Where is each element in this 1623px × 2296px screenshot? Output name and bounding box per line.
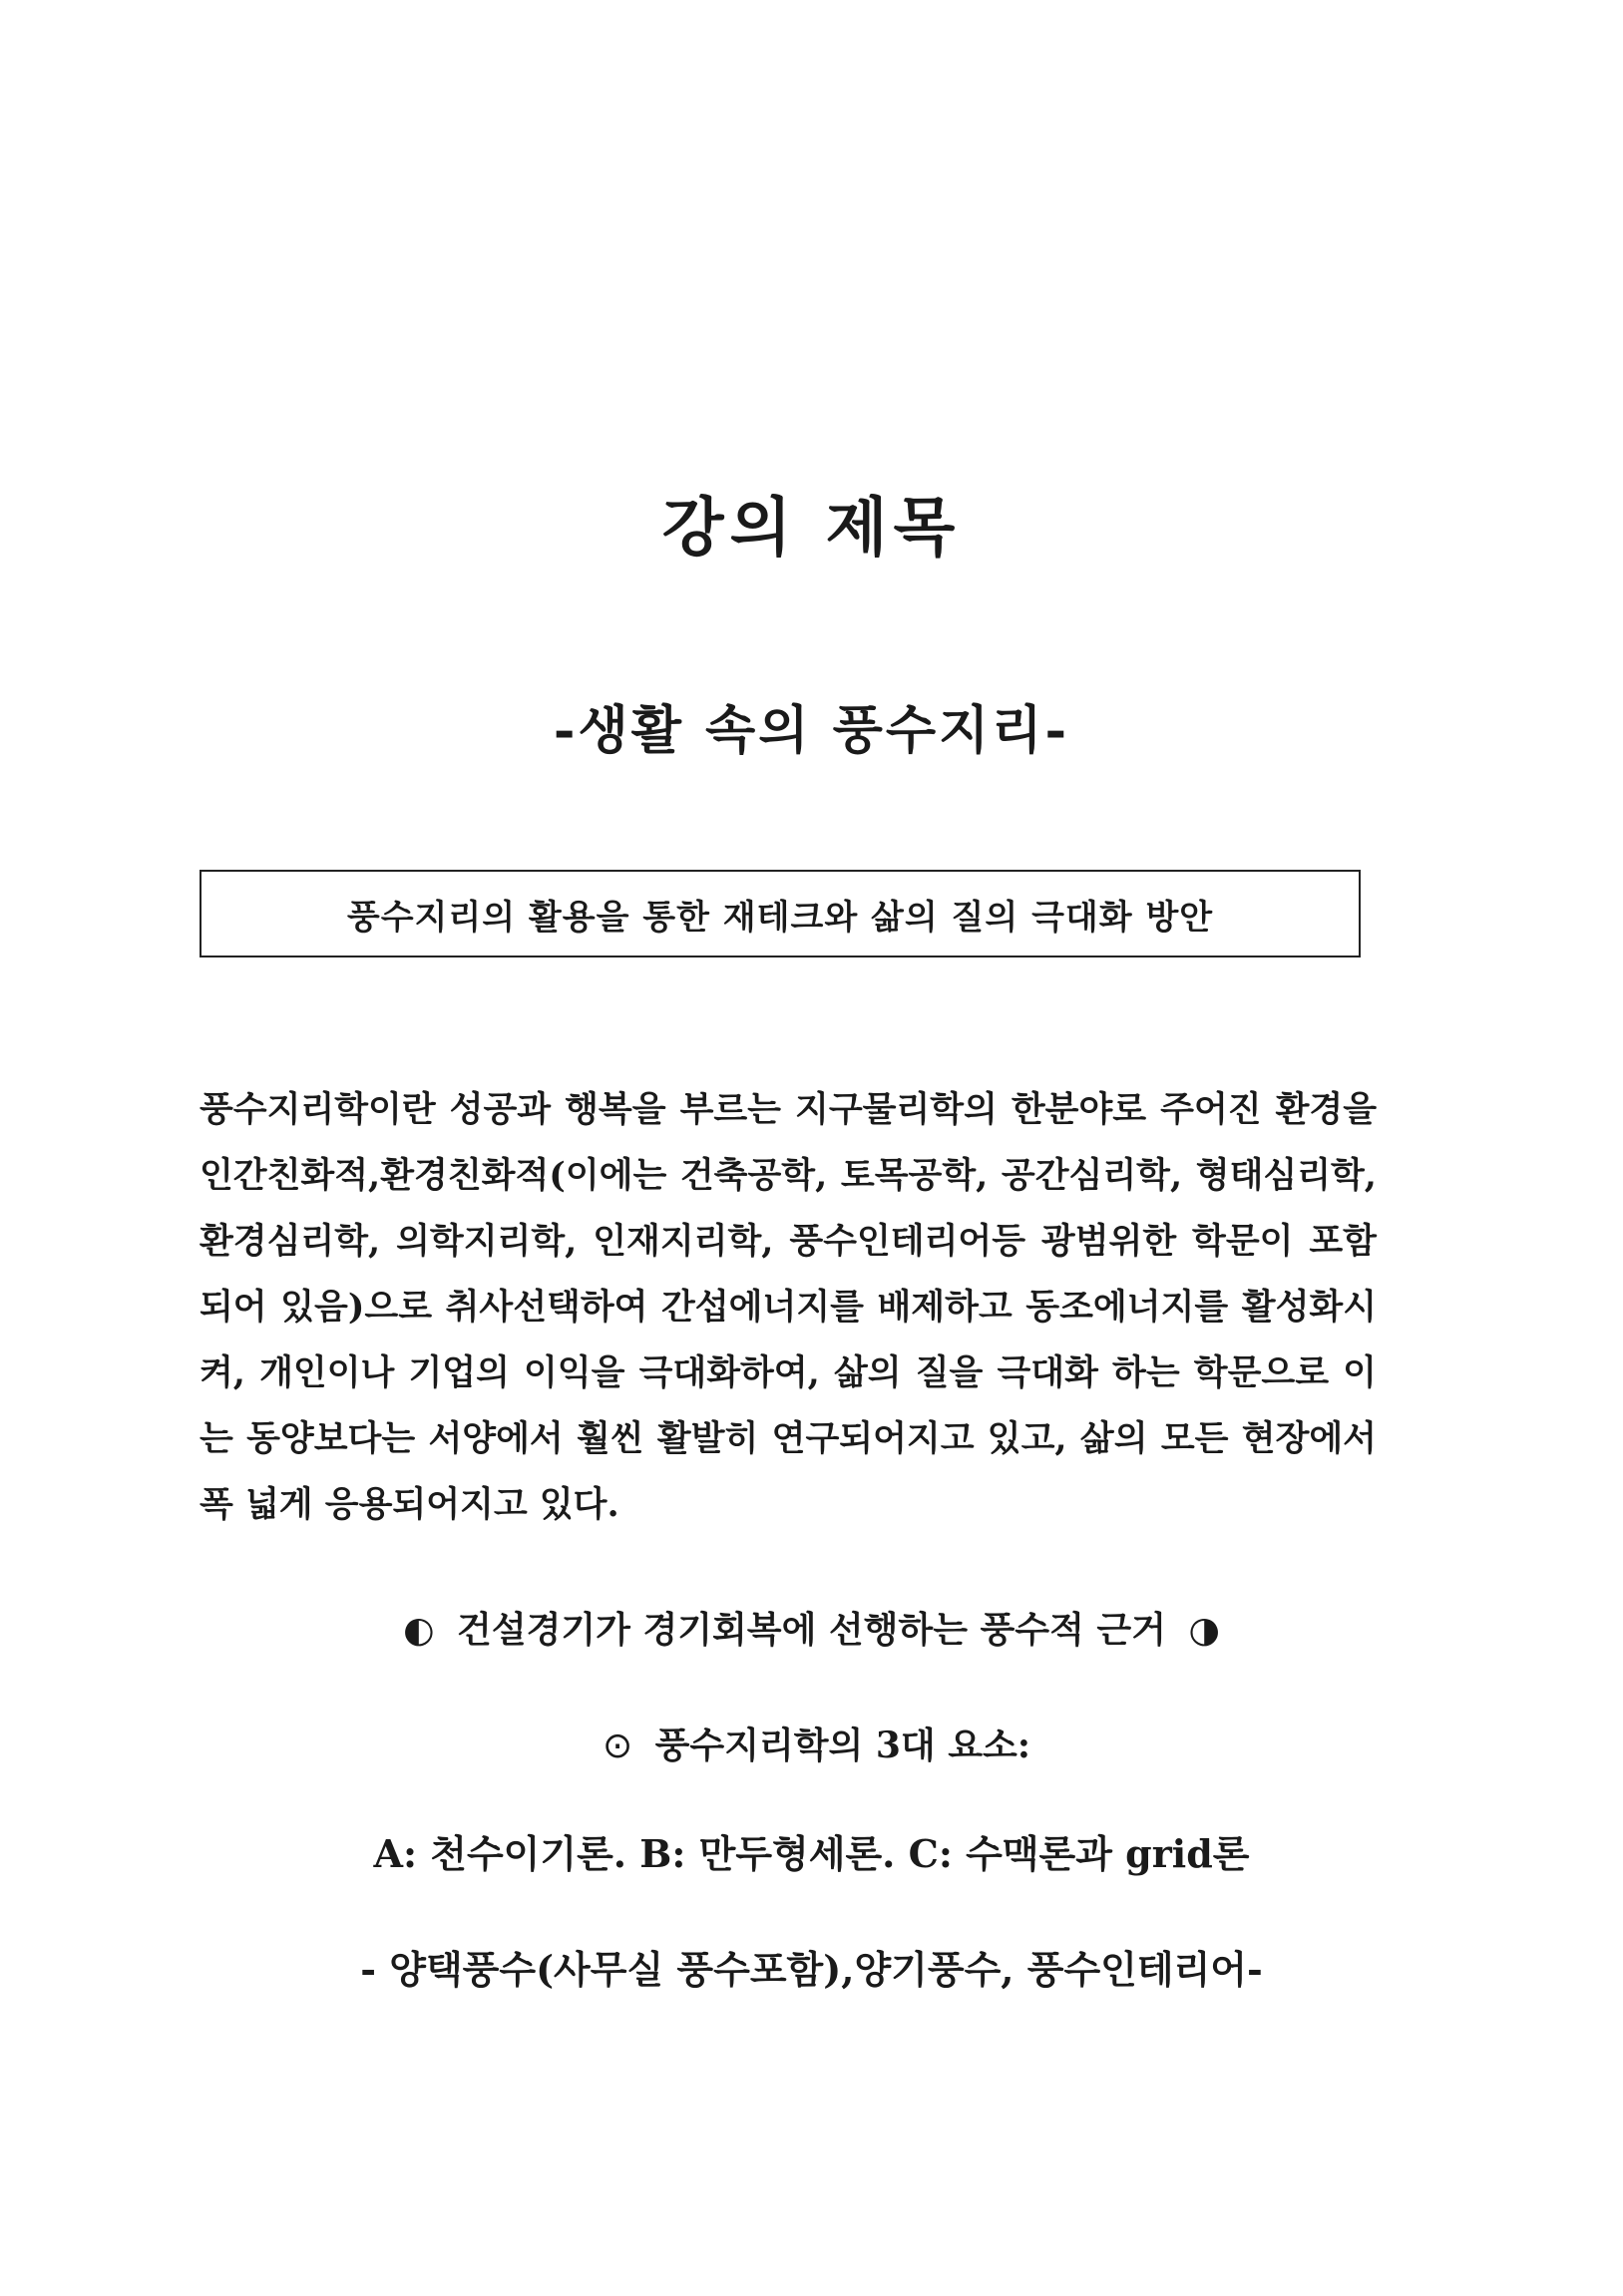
construction-heading [0, 1602, 1623, 1653]
circled-dot-icon: ⊙ [602, 1725, 633, 1766]
summary-text: 풍수지리의 활용을 통한 재테크와 삶의 질의 극대화 방안 [346, 897, 1214, 938]
elements-heading [0, 1718, 1623, 1768]
types-line: - 양택풍수(사무실 풍수포함),양기풍수, 풍수인테리어- [360, 1947, 1263, 1992]
page-title: 강의 제목 [661, 491, 962, 566]
elements-heading-text: 풍수지리학의 3대 요소: [654, 1724, 1031, 1766]
construction-heading-text: 건설경기가 경기회복에 선행하는 풍수적 근거 [457, 1609, 1166, 1651]
body-paragraph: 풍수지리학이란 성공과 행복을 부르는 지구물리학의 한분야로 주어진 환경을 인간친화적,환경친화적(이에는 건축공학, 토목공학, 공간심리학, 형태심리학, 환경심리학, 의학지리학, 인재지리학, 풍수인테리어등 광범위한 학문이 포함되어 있음)으로 취사선택하여 간섭에너지를 배제하고 동조에너지를 활성화시켜, 개인이나 기업의 이익을 극대화하여, 삶의 질을 극대화 하는 학문으로 이는 동양보다는 서양에서 훨씬 활발히 연구되어지고 있고, 삶의 모든 현장에서 폭 넓게 응용되어지고 있다. [200, 1089, 1377, 1525]
page-subtitle: -생활 속의 풍수지리- [553, 700, 1070, 761]
elements-line: A: 천수이기론. B: 만두형세론. C: 수맥론과 grid론 [373, 1831, 1250, 1876]
half-circle-right-icon: ◑ [1188, 1610, 1220, 1651]
half-circle-left-icon: ◐ [403, 1610, 435, 1651]
summary-box [200, 870, 1361, 957]
